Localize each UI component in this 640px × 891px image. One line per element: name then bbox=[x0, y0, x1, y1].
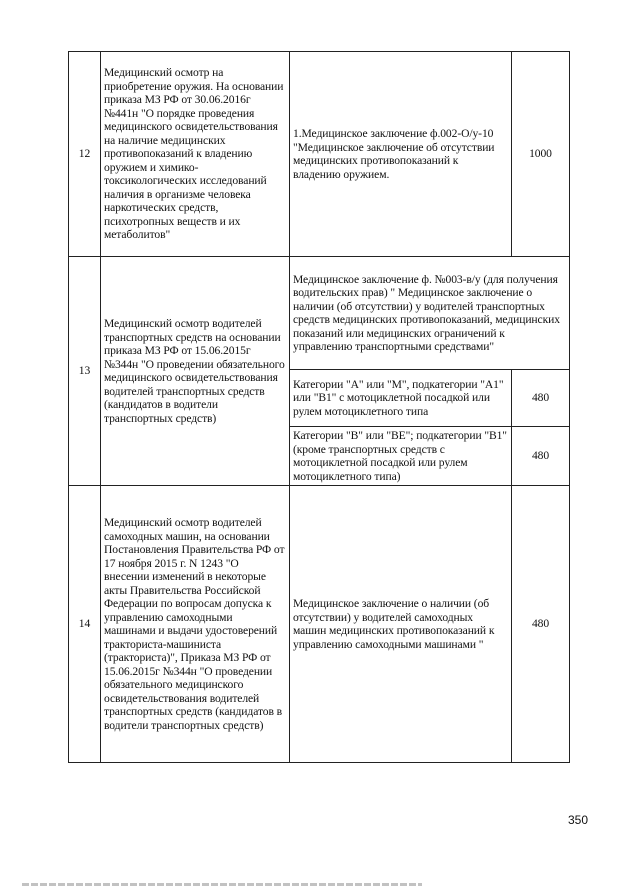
document-name: Медицинское заключение о наличии (об отсутствии) у водителей самоходных машин медицинских противопоказаний к управлению самоходными машинами " bbox=[290, 486, 512, 763]
price-cell: 480 bbox=[512, 427, 570, 486]
row-number: 14 bbox=[69, 486, 101, 763]
table-row-14 bbox=[69, 486, 570, 763]
table-row-12 bbox=[69, 52, 570, 257]
row-number: 12 bbox=[69, 52, 101, 257]
row-number: 13 bbox=[69, 257, 101, 486]
price-cell: 480 bbox=[512, 370, 570, 427]
document-category: Категории "А" или "М", подкатегории "А1" или "В1" с мотоциклетной посадкой или рулем мотоциклетного типа bbox=[290, 370, 512, 427]
price-cell: 1000 bbox=[512, 52, 570, 257]
document-category: Категории "В" или "ВЕ"; подкатегории "В1" (кроме транспортных средств с мотоциклетной посадкой или рулем мотоциклетного типа) bbox=[290, 427, 512, 486]
service-name: Медицинский осмотр водителей транспортных средств на основании приказа МЗ РФ от 15.06.2015г №344н "О проведении обязательного медицинского освидетельствования водителей транспортных средств (кандидатов в водители транспортных средств) bbox=[101, 257, 290, 486]
price-cell: 480 bbox=[512, 486, 570, 763]
price-list-table bbox=[68, 51, 570, 763]
service-name: Медицинский осмотр водителей самоходных машин, на основании Постановления Правительства РФ от 17 ноября 2015 г. N 1243 "О внесении изменений в некоторые акты Правительства Российской Федерации по вопросам допуска к управлению самоходными машинами и выдачи удостоверений тракториста-машиниста (тракториста)", Приказа МЗ РФ от 15.06.2015г №344н "О проведении обязательного медицинского освидетельствования водителей транспортных средств (кандидатов в водители транспортных средств) bbox=[101, 486, 290, 763]
page-number: 350 bbox=[568, 813, 589, 827]
scan-artifact-line bbox=[22, 883, 422, 886]
document-header: Медицинское заключение ф. №003-в/у (для получения водительских прав) " Медицинское заключение о наличии (об отсутствии) у водителей транспортных средств медицинских противопоказаний, медицинских показаний или медицинских ограничений к управлению транспортными средствами" bbox=[290, 257, 570, 370]
service-name: Медицинский осмотр на приобретение оружия. На основании приказа МЗ РФ от 30.06.2016г №441н "О порядке проведения медицинского освидетельствования на наличие медицинских противопоказаний к владению оружием и химико-токсикологических исследований наличия в организме человека наркотических средств, психотропных веществ и их метаболитов" bbox=[101, 52, 290, 257]
document-name: 1.Медицинское заключение ф.002-О/у-10 "Медицинское заключение об отсутствии медицинских противопоказаний к владению оружием. bbox=[290, 52, 512, 257]
table-row-13-header bbox=[69, 257, 570, 370]
